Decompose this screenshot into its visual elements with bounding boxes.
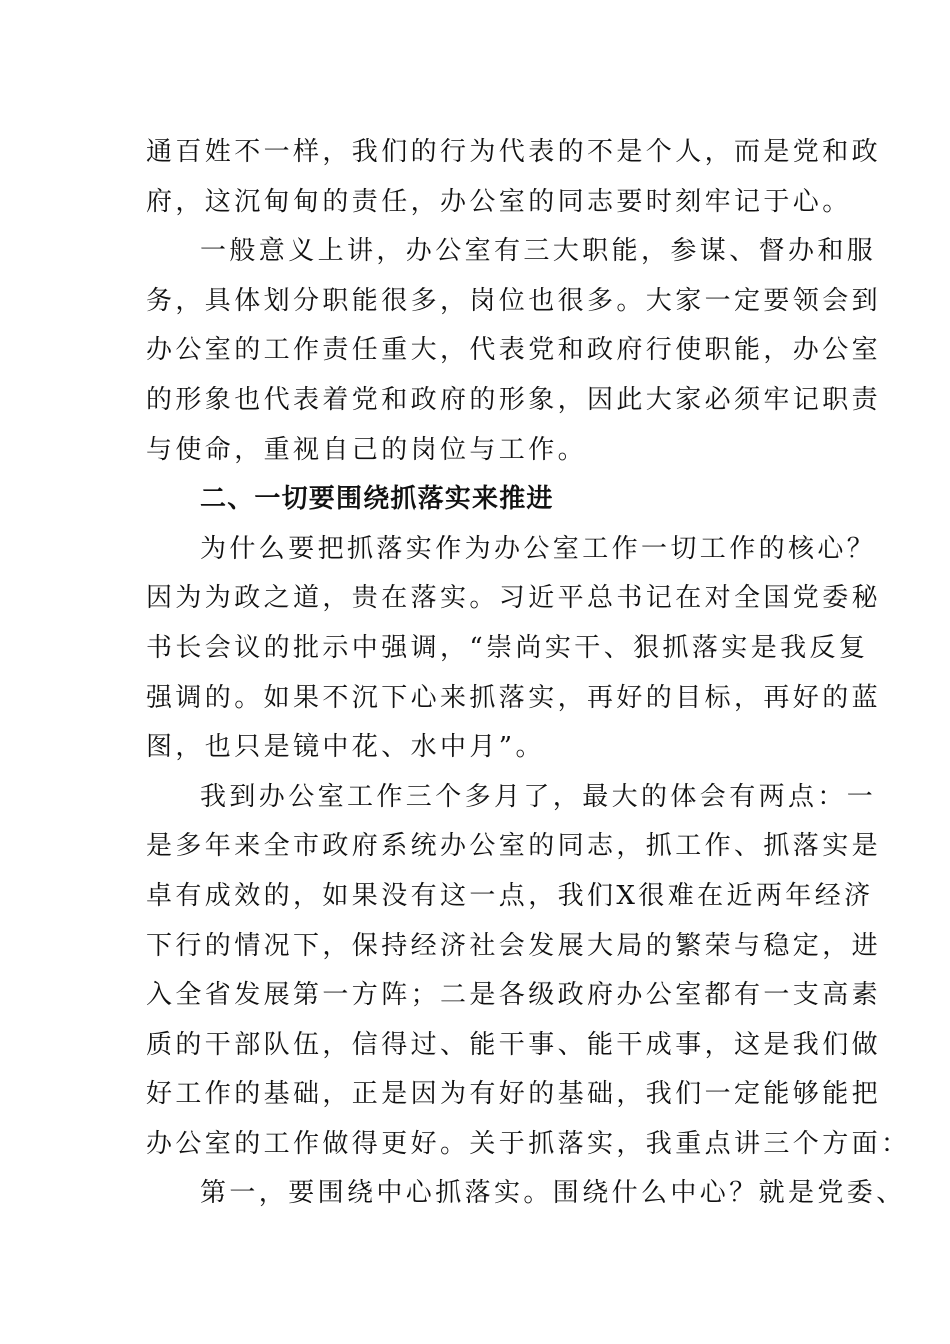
section-heading: 二、一切要围绕抓落实来推进 (200, 484, 554, 515)
body-line: 入全省发展第一方阵；二是各级政府办公室都有一支高素 (146, 980, 882, 1011)
body-line: 下行的情况下，保持经济社会发展大局的繁荣与稳定，进 (146, 930, 882, 961)
body-line: 强调的。如果不沉下心来抓落实，再好的目标，再好的蓝 (146, 682, 882, 713)
body-line: 质的干部队伍，信得过、能干事、能干成事，这是我们做 (146, 1029, 882, 1060)
body-line: 府，这沉甸甸的责任，办公室的同志要时刻牢记于心。 (146, 186, 852, 217)
body-line: 一般意义上讲，办公室有三大职能，参谋、督办和服 (200, 236, 877, 267)
body-line: 因为为政之道，贵在落实。习近平总书记在对全国党委秘 (146, 583, 882, 614)
body-line: 通百姓不一样，我们的行为代表的不是个人，而是党和政 (146, 137, 882, 167)
body-line: 是多年来全市政府系统办公室的同志，抓工作、抓落实是 (146, 831, 882, 862)
body-line: 卓有成效的，如果没有这一点，我们X很难在近两年经济 (146, 880, 874, 911)
body-line: 图，也只是镜中花、水中月”。 (146, 732, 545, 763)
body-line: 的形象也代表着党和政府的形象，因此大家必须牢记职责 (146, 384, 882, 415)
body-line: 与使命，重视自己的岗位与工作。 (146, 434, 588, 465)
document-body (146, 128, 911, 1219)
body-line: 书长会议的批示中强调，“崇尚实干、狠抓落实是我反复 (146, 632, 869, 663)
body-line: 为什么要把抓落实作为办公室工作一切工作的核心？ (200, 533, 877, 564)
body-line: 我到办公室工作三个多月了，最大的体会有两点：一 (200, 781, 877, 812)
body-line: 办公室的工作责任重大，代表党和政府行使职能，办公室 (146, 335, 882, 366)
body-line: 好工作的基础，正是因为有好的基础，我们一定能够能把 (146, 1079, 882, 1110)
body-line: 务，具体划分职能很多，岗位也很多。大家一定要领会到 (146, 285, 882, 316)
body-line: 办公室的工作做得更好。关于抓落实，我重点讲三个方面： (146, 1128, 911, 1159)
body-line: 第一，要围绕中心抓落实。围绕什么中心？就是党委、 (200, 1178, 906, 1209)
